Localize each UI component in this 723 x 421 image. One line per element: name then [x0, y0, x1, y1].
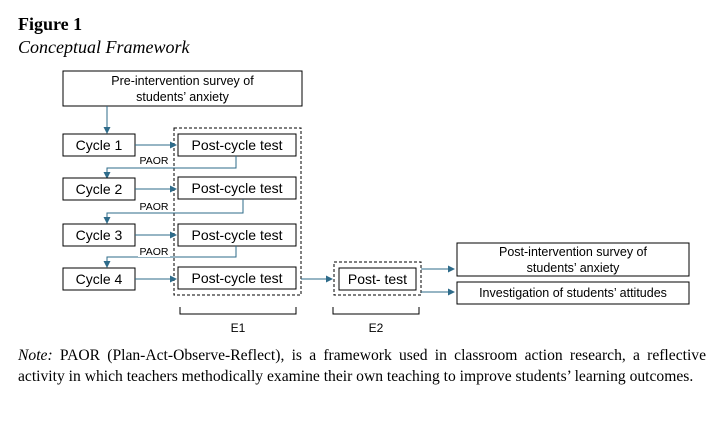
post-cycle-test-2-label: Post-cycle test — [191, 180, 283, 196]
paor-label-2: PAOR — [139, 201, 169, 213]
pre-survey-line2: students’ anxiety — [136, 90, 229, 104]
paor-label-1: PAOR — [139, 155, 169, 167]
e2-label: E2 — [368, 321, 384, 335]
post-survey-line1: Post-intervention survey of — [499, 245, 647, 259]
post-cycle-test-4-label: Post-cycle test — [191, 270, 283, 286]
paor-arrow-2 — [107, 199, 243, 223]
cycle-4-label: Cycle 4 — [75, 271, 123, 287]
post-cycle-test-3-label: Post-cycle test — [191, 227, 283, 243]
paor-arrow-1 — [107, 156, 236, 178]
cycle-row-3 — [63, 224, 296, 246]
cycle-2-label: Cycle 2 — [75, 181, 123, 197]
e1-bracket — [180, 307, 296, 314]
e1-label: E1 — [230, 321, 246, 335]
figure-note — [18, 345, 706, 387]
cycle-3-label: Cycle 3 — [75, 227, 123, 243]
cycle-row-2 — [63, 177, 296, 200]
paor-label-3: PAOR — [139, 246, 169, 258]
post-test-label: Post- test — [347, 271, 408, 287]
cycle-1-label: Cycle 1 — [75, 137, 123, 153]
attitudes-label: Investigation of students’ attitudes — [479, 286, 667, 300]
note-label: Note: — [18, 347, 53, 364]
post-survey-node — [457, 243, 689, 276]
post-survey-line2: students’ anxiety — [526, 261, 620, 275]
cycle-row-1 — [63, 134, 296, 156]
paor-arrow-3 — [107, 246, 236, 267]
figure-title: Conceptual Framework — [18, 37, 190, 57]
pre-survey-node — [63, 71, 302, 106]
post-cycle-test-1-label: Post-cycle test — [191, 137, 283, 153]
pre-survey-line1: Pre-intervention survey of — [111, 74, 254, 88]
note-text: PAOR (Plan-Act-Observe-Reflect), is a framework used in classroom action research, a reflective activity in which teachers methodically examine their own teaching to improve students’ learning outcomes. — [18, 347, 706, 385]
attitudes-node — [457, 282, 689, 304]
cycle-row-4 — [63, 267, 296, 290]
e2-bracket — [333, 307, 419, 314]
figure-label: Figure 1 — [18, 14, 83, 34]
